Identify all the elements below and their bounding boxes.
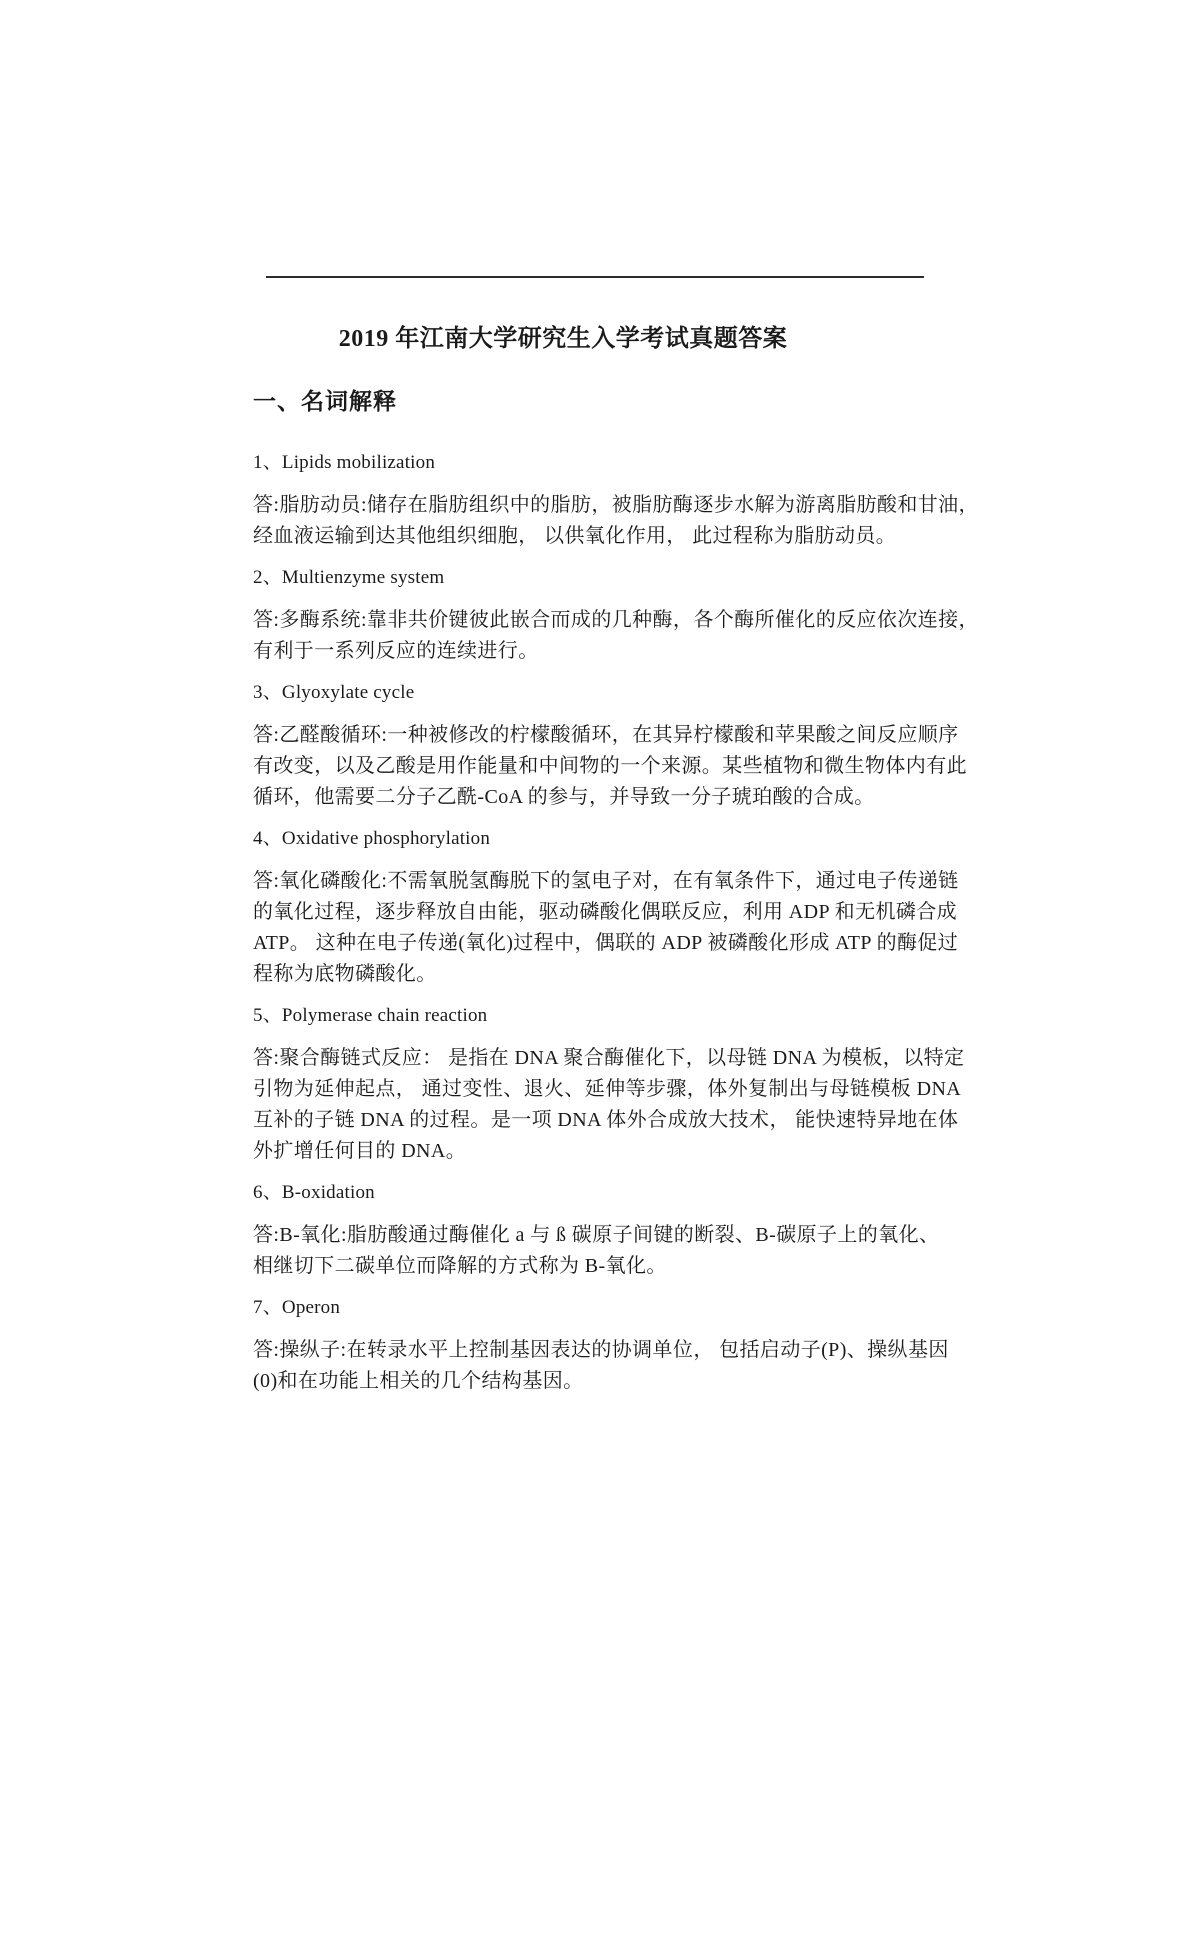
answer-line: 经血液运输到达其他组织细胞， 以供氧化作用， 此过程称为脂肪动员。: [253, 525, 897, 547]
answer-text: [253, 1335, 949, 1397]
answer-line: 答:脂肪动员:储存在脂肪组织中的脂肪，被脂肪酶逐步水解为游离脂肪酸和甘油，: [253, 494, 979, 516]
answer-line: 引物为延伸起点， 通过变性、退火、延伸等步骤，体外复制出与母链模板 DNA: [253, 1078, 962, 1100]
answer-text: [253, 1220, 940, 1282]
definition-item: [253, 450, 979, 552]
definition-item: [253, 1180, 940, 1282]
answer-line: 相继切下二碳单位而降解的方式称为 B-氧化。: [253, 1255, 667, 1277]
answer-line: 有利于一系列反应的连续进行。: [253, 640, 539, 662]
answer-text: [253, 720, 967, 813]
term-label: 3、Glyoxylate cycle: [253, 682, 415, 703]
document-page: [0, 276, 1190, 1397]
term-label: 2、Multienzyme system: [253, 567, 445, 588]
term-label: 7、Operon: [253, 1297, 341, 1318]
page-title: 2019 年江南大学研究生入学考试真题答案: [338, 326, 788, 352]
answer-line: 答:操纵子:在转录水平上控制基因表达的协调单位， 包括启动子(P)、操纵基因: [253, 1339, 949, 1361]
definition-item: [253, 826, 959, 990]
header-rule: [266, 276, 924, 278]
answer-line: 循环，他需要二分子乙酰-CoA 的参与，并导致一分子琥珀酸的合成。: [253, 786, 875, 808]
answer-line: 答:多酶系统:靠非共价键彼此嵌合而成的几种酶，各个酶所催化的反应依次连接，: [253, 609, 979, 631]
answer-text: [253, 1043, 965, 1167]
answer-line: 互补的子链 DNA 的过程。是一项 DNA 体外合成放大技术， 能快速特异地在体: [253, 1109, 959, 1131]
definition-item: [253, 565, 979, 667]
answer-text: [253, 866, 959, 990]
answer-line: 答:氧化磷酸化:不需氧脱氢酶脱下的氢电子对，在有氧条件下，通过电子传递链: [253, 870, 959, 892]
definition-item: [253, 1295, 949, 1397]
answer-text: [253, 605, 979, 667]
answer-line: 的氧化过程，逐步释放自由能，驱动磷酸化偶联反应，利用 ADP 和无机磷合成: [253, 901, 958, 923]
answer-line: 答:聚合酶链式反应： 是指在 DNA 聚合酶催化下，以母链 DNA 为模板，以特定: [253, 1047, 965, 1069]
definition-item: [253, 1003, 965, 1167]
definitions-list: [253, 450, 979, 1397]
answer-text: [253, 490, 979, 552]
term-label: 6、B-oxidation: [253, 1182, 375, 1203]
term-label: 4、Oxidative phosphorylation: [253, 828, 491, 849]
answer-line: 有改变，以及乙酸是用作能量和中间物的一个来源。某些植物和微生物体内有此: [253, 755, 967, 777]
term-label: 1、Lipids mobilization: [253, 452, 436, 473]
answer-line: (0)和在功能上相关的几个结构基因。: [253, 1370, 584, 1392]
answer-line: 答:B-氧化:脂肪酸通过酶催化 a 与 ß 碳原子间键的断裂、B-碳原子上的氧化、: [253, 1224, 940, 1246]
answer-line: 程称为底物磷酸化。: [253, 963, 437, 985]
term-label: 5、Polymerase chain reaction: [253, 1005, 488, 1026]
answer-line: ATP。 这种在电子传递(氧化)过程中，偶联的 ADP 被磷酸化形成 ATP 的酶促过: [253, 932, 959, 954]
definition-item: [253, 680, 967, 813]
answer-line: 外扩增任何目的 DNA。: [253, 1140, 467, 1162]
answer-line: 答:乙醛酸循环:一种被修改的柠檬酸循环，在其异柠檬酸和苹果酸之间反应顺序: [253, 724, 959, 746]
section-heading: 一、名词解释: [253, 389, 397, 414]
